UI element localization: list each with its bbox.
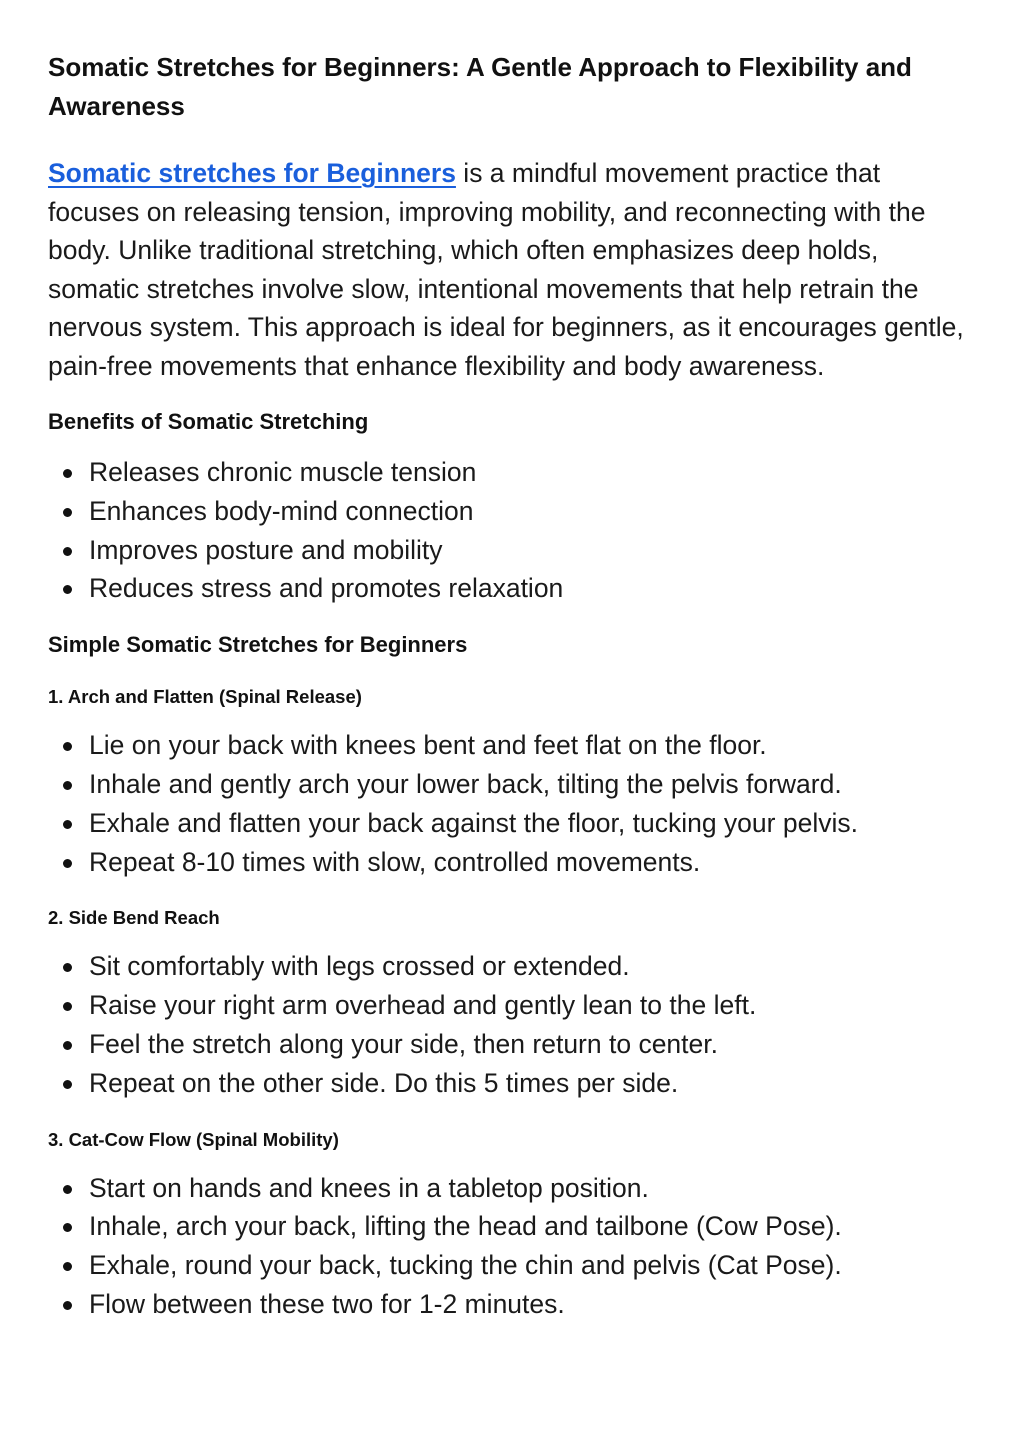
bullet-icon (63, 781, 72, 790)
list-item (48, 986, 976, 1025)
section-heading-side-bend: 2. Side Bend Reach (48, 907, 220, 929)
bullet-icon (63, 1301, 72, 1310)
section-heading-cat-cow: 3. Cat-Cow Flow (Spinal Mobility) (48, 1128, 339, 1150)
bullet-icon (63, 469, 72, 478)
list-item (48, 843, 976, 882)
list-item-text: Raise your right arm overhead and gently lean to the left. (89, 990, 757, 1021)
bullet-icon (63, 1002, 72, 1011)
list-item (48, 492, 976, 531)
list-item (48, 726, 976, 765)
cat-cow-steps (48, 1169, 976, 1324)
list-item (48, 569, 976, 608)
bullet-icon (63, 820, 72, 829)
bullet-icon (63, 1262, 72, 1271)
list-item-text: Reduces stress and promotes relaxation (89, 573, 564, 604)
list-item-text: Repeat on the other side. Do this 5 times per side. (89, 1067, 679, 1098)
benefits-list (48, 453, 976, 608)
intro-link[interactable]: Somatic stretches for Beginners (48, 158, 456, 188)
list-item-text: Improves posture and mobility (89, 534, 443, 565)
stretches-heading: Simple Somatic Stretches for Beginners (48, 632, 468, 658)
intro-text: is a mindful movement practice that focuses on releasing tension, improving mobility, and reconnecting with the body. Unlike traditional stretching, which often emphasizes deep holds, somatic stretches involve slow, intentional movements that help retrain the nervous system. This approach is ideal for beginners, as it encourages gentle, pain-free movements that enhance flexibility and body awareness. (48, 158, 964, 381)
list-item (48, 765, 976, 804)
list-item-text: Sit comfortably with legs crossed or extended. (89, 951, 630, 982)
list-item (48, 453, 976, 492)
list-item-text: Repeat 8-10 times with slow, controlled movements. (89, 846, 701, 877)
bullet-icon (63, 547, 72, 556)
bullet-icon (63, 1185, 72, 1194)
intro-paragraph (48, 154, 976, 385)
bullet-icon (63, 1080, 72, 1089)
list-item (48, 1025, 976, 1064)
list-item-text: Flow between these two for 1-2 minutes. (89, 1288, 565, 1319)
bullet-icon (63, 742, 72, 751)
list-item-text: Inhale and gently arch your lower back, tilting the pelvis forward. (89, 768, 842, 799)
list-item (48, 804, 976, 843)
list-item-text: Feel the stretch along your side, then return to center. (89, 1028, 718, 1059)
bullet-icon (63, 1041, 72, 1050)
bullet-icon (63, 859, 72, 868)
list-item (48, 1285, 976, 1324)
list-item-text: Releases chronic muscle tension (89, 457, 477, 487)
arch-flatten-steps (48, 726, 976, 881)
list-item (48, 947, 976, 986)
list-item-text: Enhances body-mind connection (89, 495, 474, 526)
list-item (48, 1064, 976, 1103)
bullet-icon (63, 585, 72, 594)
list-item (48, 1169, 976, 1208)
list-item-text: Exhale, round your back, tucking the chin and pelvis (Cat Pose). (89, 1250, 842, 1281)
bullet-icon (63, 1223, 72, 1232)
list-item (48, 1207, 976, 1246)
bullet-icon (63, 963, 72, 972)
benefits-heading: Benefits of Somatic Stretching (48, 409, 369, 434)
list-item-text: Exhale and flatten your back against the floor, tucking your pelvis. (89, 807, 858, 838)
list-item-text: Lie on your back with knees bent and feet flat on the floor. (89, 730, 767, 761)
list-item (48, 1246, 976, 1285)
list-item (48, 531, 976, 570)
page-title: Somatic Stretches for Beginners: A Gentle Approach to Flexibility and Awareness (48, 52, 912, 121)
side-bend-steps (48, 947, 976, 1102)
list-item-text: Inhale, arch your back, lifting the head and tailbone (Cow Pose). (89, 1211, 842, 1242)
section-heading-arch-flatten: 1. Arch and Flatten (Spinal Release) (48, 686, 362, 708)
bullet-icon (63, 508, 72, 517)
list-item-text: Start on hands and knees in a tabletop position. (89, 1172, 649, 1203)
